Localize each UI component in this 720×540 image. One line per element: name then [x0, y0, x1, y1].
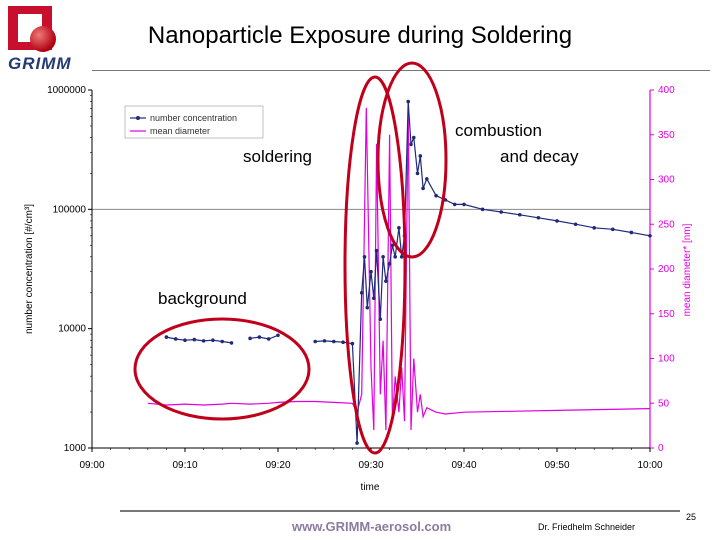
number-concentration-point: [409, 143, 413, 147]
number-concentration-point: [351, 342, 355, 346]
number-concentration-point: [276, 333, 280, 337]
y-right-tick-label: 250: [658, 219, 675, 231]
number-concentration-point: [183, 338, 187, 342]
annotation-combustion: combustion: [455, 121, 542, 140]
number-concentration-point: [537, 216, 541, 220]
slide-title: Nanoparticle Exposure during Soldering: [147, 22, 573, 49]
x-tick-label: 10:00: [637, 460, 663, 471]
number-concentration-point: [267, 337, 271, 341]
annotation-background: background: [158, 289, 247, 308]
number-concentration-point: [397, 226, 401, 230]
number-concentration-point: [412, 136, 416, 140]
number-concentration-point: [393, 255, 397, 259]
number-concentration-point: [418, 154, 422, 158]
y-right-tick-label: 400: [658, 85, 675, 96]
number-concentration-point: [381, 255, 385, 259]
y-right-tick-label: 50: [658, 398, 670, 410]
footer-url[interactable]: www.GRIMM-aerosol.com: [292, 519, 452, 534]
number-concentration-point: [323, 339, 327, 343]
number-concentration-point: [365, 306, 369, 310]
logo-text: GRIMM: [8, 54, 72, 73]
number-concentration-point: [434, 194, 438, 198]
number-concentration-point: [363, 255, 367, 259]
number-concentration-point: [202, 339, 206, 343]
number-concentration-point: [421, 187, 425, 191]
number-concentration-point: [574, 222, 578, 226]
number-concentration-point: [341, 340, 345, 344]
number-concentration-point: [375, 249, 379, 253]
number-concentration-point: [230, 341, 234, 345]
footer-author: Dr. Friedhelm Schneider: [538, 522, 636, 532]
y-right-tick-label: 100: [658, 353, 675, 365]
number-concentration-point: [499, 210, 503, 214]
x-tick-label: 09:10: [172, 460, 198, 471]
number-concentration-point: [555, 219, 559, 223]
y-right-tick-label: 350: [658, 129, 675, 141]
legend-label-diameter: mean diameter: [150, 126, 211, 136]
number-concentration-point: [592, 226, 596, 230]
legend-label-concentration: number concentration: [150, 113, 238, 123]
y-left-tick-label: 1000000: [47, 85, 86, 96]
y-right-tick-label: 200: [658, 264, 675, 275]
y-left-tick-label: 1000: [63, 443, 86, 454]
page-number: 25: [686, 512, 697, 522]
y-left-tick-label: 10000: [58, 323, 86, 335]
annotation-soldering: soldering: [243, 147, 312, 166]
combustion-ellipse: [378, 63, 446, 257]
annotation-decay: and decay: [500, 147, 579, 166]
y-left-axis-label: number concentration [#/cm³]: [24, 203, 35, 335]
x-tick-label: 09:50: [544, 460, 570, 471]
number-concentration-point: [648, 234, 652, 238]
y-right-axis-label: mean diameter* [nm]: [682, 223, 693, 317]
number-concentration-point: [406, 100, 410, 104]
number-concentration-point: [384, 279, 388, 283]
number-concentration-point: [313, 340, 317, 344]
number-concentration-point: [211, 338, 215, 342]
number-concentration-point: [248, 337, 252, 341]
number-concentration-point: [332, 340, 336, 344]
number-concentration-point: [388, 262, 392, 266]
number-concentration-point: [355, 441, 359, 445]
number-concentration-point: [481, 208, 485, 212]
legend-marker-concentration: [136, 116, 140, 120]
number-concentration-point: [369, 270, 373, 274]
number-concentration-point: [630, 231, 634, 235]
footer-divider: [120, 510, 680, 512]
y-right-tick-label: 150: [658, 308, 675, 320]
number-concentration-point: [372, 296, 376, 300]
y-right-tick-label: 0: [658, 443, 664, 454]
y-right-tick-label: 300: [658, 174, 675, 186]
number-concentration-point: [193, 338, 197, 342]
x-tick-label: 09:30: [358, 460, 384, 471]
number-concentration-point: [360, 291, 364, 295]
x-tick-label: 09:20: [265, 460, 291, 471]
number-concentration-point: [453, 203, 457, 207]
x-axis-label: time: [360, 482, 380, 493]
number-concentration-point: [462, 203, 466, 207]
y-left-tick-label: 100000: [52, 204, 86, 216]
number-concentration-point: [258, 335, 262, 339]
number-concentration-point: [174, 337, 178, 341]
number-concentration-point: [165, 335, 169, 339]
number-concentration-point: [220, 340, 224, 344]
x-tick-label: 09:00: [79, 460, 105, 471]
number-concentration-point: [611, 228, 615, 232]
number-concentration-point: [416, 172, 420, 176]
number-concentration-point: [518, 213, 522, 217]
number-concentration-point: [379, 317, 383, 321]
number-concentration-point: [425, 177, 429, 181]
x-tick-label: 09:40: [451, 460, 477, 471]
